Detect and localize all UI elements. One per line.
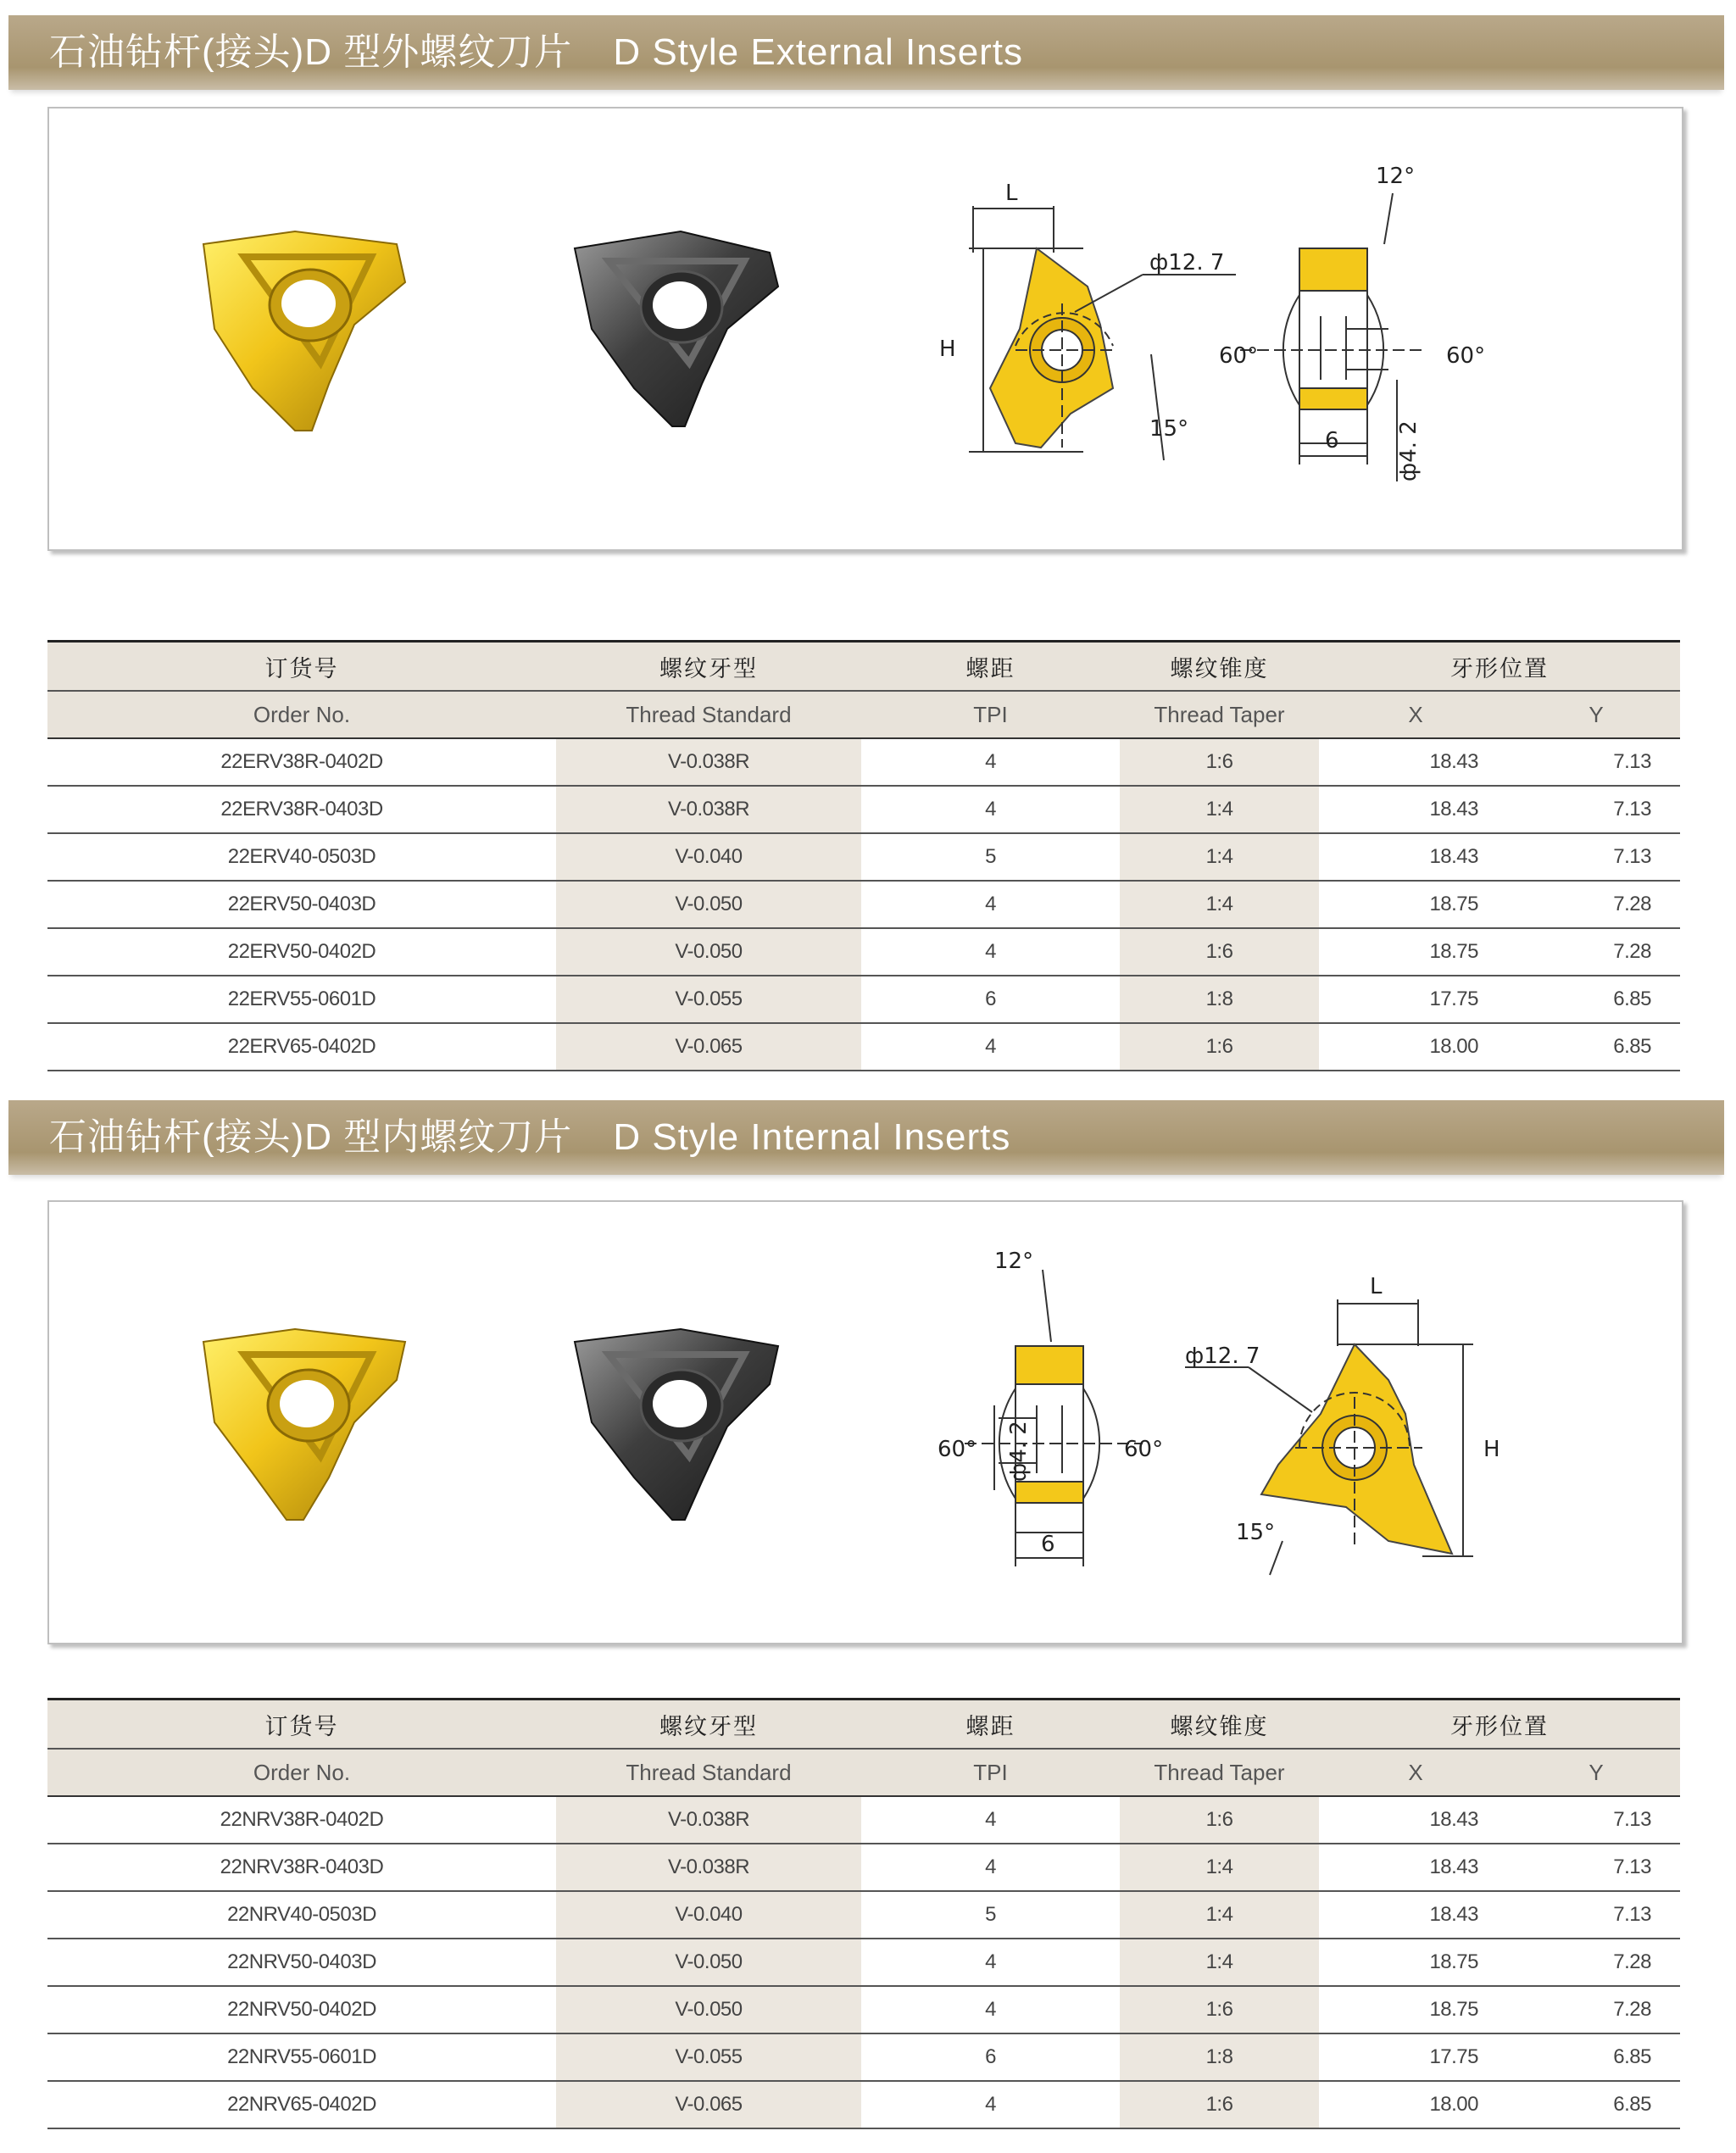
- insert-illustration-panel: [47, 107, 1683, 551]
- col-header-tpi: TPI: [861, 1749, 1120, 1796]
- col-header-position-cn: 牙形位置: [1319, 642, 1680, 692]
- table-row: [47, 2081, 1680, 2128]
- order-no: 22NRV50-0402D: [47, 1986, 556, 2033]
- pos-y: 7.13: [1512, 1891, 1680, 1939]
- pos-y: 6.85: [1512, 976, 1680, 1023]
- dim-width-label: 6: [1041, 1532, 1055, 1557]
- insert-illustration-panel: [47, 1200, 1683, 1644]
- tpi: 4: [861, 881, 1120, 928]
- col-header-thread-standard: Thread Standard: [556, 1749, 861, 1796]
- dim-width-label: 6: [1325, 428, 1339, 453]
- tpi: 4: [861, 1986, 1120, 2033]
- col-header-order-no: Order No.: [47, 691, 556, 738]
- thread-standard: V-0.065: [556, 1023, 861, 1071]
- pos-x: 18.00: [1319, 1023, 1512, 1071]
- gold-insert-photo: [203, 1329, 405, 1520]
- section-title-en: D Style Internal Inserts: [613, 1116, 1011, 1158]
- tpi: 5: [861, 833, 1120, 881]
- pos-y: 6.85: [1512, 1023, 1680, 1071]
- tpi: 4: [861, 1844, 1120, 1891]
- tpi: 6: [861, 2033, 1120, 2081]
- dim-15-angle-label: 15°: [1236, 1520, 1276, 1545]
- table-row: [47, 976, 1680, 1023]
- section-title-en: D Style External Inserts: [613, 31, 1024, 73]
- order-no: 22ERV38R-0403D: [47, 786, 556, 833]
- dim-60-left-label: 60°: [1219, 343, 1259, 369]
- insert-front-view-drawing: [969, 206, 1236, 460]
- table-row: [47, 1891, 1680, 1939]
- col-header-y: Y: [1512, 691, 1680, 738]
- pos-x: 18.43: [1319, 1844, 1512, 1891]
- thread-standard: V-0.055: [556, 2033, 861, 2081]
- tpi: 4: [861, 1796, 1120, 1844]
- order-no: 22NRV38R-0403D: [47, 1844, 556, 1891]
- dim-60-left-label: 60°: [938, 1437, 977, 1462]
- dim-L-label: L: [1370, 1274, 1383, 1299]
- dim-15-angle-label: 15°: [1149, 416, 1189, 442]
- pos-x: 18.43: [1319, 1796, 1512, 1844]
- tpi: 4: [861, 928, 1120, 976]
- col-header-y: Y: [1512, 1749, 1680, 1796]
- pos-y: 7.13: [1512, 786, 1680, 833]
- pos-y: 7.13: [1512, 833, 1680, 881]
- table-row: [47, 1939, 1680, 1986]
- pos-x: 17.75: [1319, 2033, 1512, 2081]
- thread-standard: V-0.040: [556, 1891, 861, 1939]
- thread-taper: 1:6: [1120, 1986, 1319, 2033]
- dim-12-angle-label: 12°: [1376, 164, 1416, 189]
- col-header-order-no: Order No.: [47, 1749, 556, 1796]
- order-no: 22ERV40-0503D: [47, 833, 556, 881]
- tpi: 5: [861, 1891, 1120, 1939]
- thread-standard: V-0.065: [556, 2081, 861, 2128]
- external-inserts-table: [47, 640, 1680, 1071]
- table-row: [47, 1986, 1680, 2033]
- order-no: 22NRV55-0601D: [47, 2033, 556, 2081]
- tpi: 4: [861, 2081, 1120, 2128]
- table-row: [47, 1796, 1680, 1844]
- col-header-thread-standard: Thread Standard: [556, 691, 861, 738]
- thread-taper: 1:6: [1120, 1796, 1319, 1844]
- col-header-thread-standard-cn: 螺纹牙型: [556, 642, 861, 692]
- section-title-cn: 石油钻杆(接头)D 型内螺纹刀片: [49, 1116, 573, 1158]
- pos-y: 7.28: [1512, 1939, 1680, 1986]
- tpi: 4: [861, 786, 1120, 833]
- dim-L-label: L: [1005, 181, 1018, 206]
- tpi: 4: [861, 738, 1120, 786]
- order-no: 22NRV50-0403D: [47, 1939, 556, 1986]
- pos-y: 6.85: [1512, 2033, 1680, 2081]
- thread-taper: 1:4: [1120, 1939, 1319, 1986]
- thread-taper: 1:4: [1120, 1891, 1319, 1939]
- table-row: [47, 1844, 1680, 1891]
- pos-x: 18.43: [1319, 738, 1512, 786]
- pos-x: 18.43: [1319, 1891, 1512, 1939]
- thread-standard: V-0.050: [556, 928, 861, 976]
- pos-x: 18.00: [1319, 2081, 1512, 2128]
- table-row: [47, 881, 1680, 928]
- insert-front-view-drawing: [1185, 1299, 1473, 1575]
- col-header-x: X: [1319, 1749, 1512, 1796]
- thread-taper: 1:6: [1120, 1023, 1319, 1071]
- pos-y: 7.28: [1512, 928, 1680, 976]
- pos-y: 6.85: [1512, 2081, 1680, 2128]
- thread-taper: 1:8: [1120, 976, 1319, 1023]
- dim-hole-label: ф4. 2: [1396, 420, 1422, 481]
- thread-taper: 1:4: [1120, 881, 1319, 928]
- thread-taper: 1:6: [1120, 928, 1319, 976]
- insert-side-view-drawing: [965, 1270, 1143, 1566]
- thread-taper: 1:4: [1120, 1844, 1319, 1891]
- pos-x: 18.43: [1319, 786, 1512, 833]
- table-row: [47, 2033, 1680, 2081]
- section-title-cn: 石油钻杆(接头)D 型外螺纹刀片: [49, 31, 573, 73]
- gold-insert-photo: [203, 231, 405, 431]
- pos-y: 7.28: [1512, 1986, 1680, 2033]
- carbide-insert-photo: [575, 231, 778, 426]
- order-no: 22ERV50-0402D: [47, 928, 556, 976]
- order-no: 22ERV55-0601D: [47, 976, 556, 1023]
- col-header-thread-taper: Thread Taper: [1120, 1749, 1319, 1796]
- order-no: 22NRV38R-0402D: [47, 1796, 556, 1844]
- order-no: 22ERV38R-0402D: [47, 738, 556, 786]
- table-row: [47, 786, 1680, 833]
- col-header-thread-standard-cn: 螺纹牙型: [556, 1700, 861, 1750]
- pos-y: 7.13: [1512, 1844, 1680, 1891]
- thread-standard: V-0.050: [556, 881, 861, 928]
- dim-60-right-label: 60°: [1446, 343, 1486, 369]
- section-title-bar: [8, 15, 1724, 90]
- thread-standard: V-0.050: [556, 1939, 861, 1986]
- thread-standard: V-0.038R: [556, 738, 861, 786]
- order-no: 22ERV65-0402D: [47, 1023, 556, 1071]
- dim-H-label: H: [1483, 1437, 1500, 1462]
- pos-y: 7.13: [1512, 738, 1680, 786]
- thread-taper: 1:4: [1120, 833, 1319, 881]
- thread-taper: 1:8: [1120, 2033, 1319, 2081]
- pos-x: 18.43: [1319, 833, 1512, 881]
- thread-standard: V-0.055: [556, 976, 861, 1023]
- dim-diameter-label: ф12. 7: [1185, 1344, 1260, 1369]
- pos-x: 18.75: [1319, 881, 1512, 928]
- thread-standard: V-0.040: [556, 833, 861, 881]
- tpi: 4: [861, 1939, 1120, 1986]
- col-header-thread-taper: Thread Taper: [1120, 691, 1319, 738]
- section-title-bar: [8, 1100, 1724, 1175]
- pos-x: 18.75: [1319, 928, 1512, 976]
- dim-12-angle-label: 12°: [994, 1249, 1034, 1274]
- pos-x: 18.75: [1319, 1939, 1512, 1986]
- dim-diameter-label: ф12. 7: [1149, 250, 1225, 275]
- carbide-insert-photo: [575, 1329, 778, 1520]
- thread-taper: 1:4: [1120, 786, 1319, 833]
- tpi: 4: [861, 1023, 1120, 1071]
- pos-y: 7.13: [1512, 1796, 1680, 1844]
- order-no: 22ERV50-0403D: [47, 881, 556, 928]
- dim-60-right-label: 60°: [1124, 1437, 1164, 1462]
- dim-hole-label: ф4. 2: [1006, 1421, 1032, 1482]
- thread-standard: V-0.038R: [556, 1844, 861, 1891]
- col-header-tpi-cn: 螺距: [861, 642, 1120, 692]
- pos-y: 7.28: [1512, 881, 1680, 928]
- pos-x: 18.75: [1319, 1986, 1512, 2033]
- table-row: [47, 738, 1680, 786]
- order-no: 22NRV65-0402D: [47, 2081, 556, 2128]
- thread-standard: V-0.038R: [556, 1796, 861, 1844]
- col-header-thread-taper-cn: 螺纹锥度: [1120, 642, 1319, 692]
- col-header-order-no-cn: 订货号: [47, 1700, 556, 1750]
- table-row: [47, 1023, 1680, 1071]
- table-row: [47, 928, 1680, 976]
- order-no: 22NRV40-0503D: [47, 1891, 556, 1939]
- thread-taper: 1:6: [1120, 2081, 1319, 2128]
- col-header-x: X: [1319, 691, 1512, 738]
- col-header-thread-taper-cn: 螺纹锥度: [1120, 1700, 1319, 1750]
- col-header-tpi-cn: 螺距: [861, 1700, 1120, 1750]
- col-header-position-cn: 牙形位置: [1319, 1700, 1680, 1750]
- tpi: 6: [861, 976, 1120, 1023]
- table-row: [47, 833, 1680, 881]
- thread-standard: V-0.050: [556, 1986, 861, 2033]
- thread-taper: 1:6: [1120, 738, 1319, 786]
- pos-x: 17.75: [1319, 976, 1512, 1023]
- col-header-tpi: TPI: [861, 691, 1120, 738]
- col-header-order-no-cn: 订货号: [47, 642, 556, 692]
- thread-standard: V-0.038R: [556, 786, 861, 833]
- dim-H-label: H: [939, 337, 956, 362]
- internal-inserts-table: [47, 1698, 1680, 2129]
